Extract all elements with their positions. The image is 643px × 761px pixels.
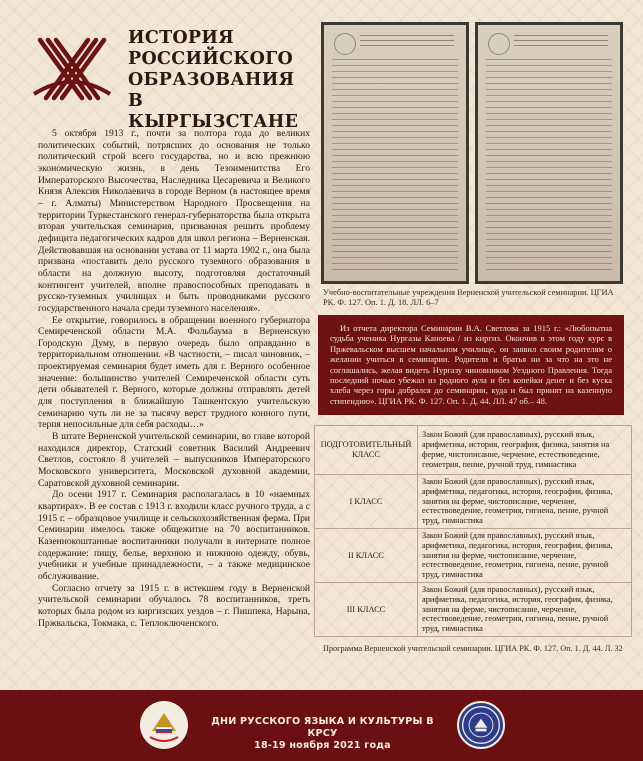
main-article: [38, 128, 310, 629]
archive-document-photos: [321, 22, 623, 284]
article-paragraph: Согласно отчету за 1915 г. в истекшем году в Верненской учительской семинарии обучалось 78 воспитанников, треть которых была родом из киргизских уездов – г. Пишпека, Нарына, Пржвальска, Токмака, с. Теплоключенского.: [38, 582, 310, 629]
article-paragraph: До осени 1917 г. Семинария располагалась в 10 «наемных квартирах». В ее состав с 1913 г. входили класс ручного труда, а с 1915 г. – образцовое училище и сельскохозяйственная ферма. При Семинарии имелось также общежитие на 70 воспитанников. Казеннокоштанные воспитанники получали в интернате полное содержание: пищу, белье, верхнюю и нижнюю одежду, обувь, учебники и учебные принадлежности, – а также медицинское обслуживание.: [38, 489, 310, 582]
table-row: [315, 475, 632, 529]
archive-stamp-icon: [488, 33, 510, 55]
table-row: [315, 426, 632, 475]
event-title: ДНИ РУССКОГО ЯЗЫКА И КУЛЬТУРЫ В КРСУ: [211, 716, 434, 739]
title-line: В КЫРГЫЗСТАНЕ: [128, 91, 299, 132]
title-line: ОБРАЗОВАНИЯ: [128, 70, 295, 90]
report-quote-text: Из отчета директора Семинарии В.А. Светлова за 1915 г.: «Любопытна судьба ученика Нургазы Каноева / из киргиз. Окончив в этом году курс в Пржевальском высшем начальном училище, он заявил своим родителям о желании учиться в семинарии. Родители и братья ни за что на это не соглашались, желая видеть Нургазу чиновником Уездного Правления. Тогда последний ночью убежал из родного аула и без копейки денег и без куска хлеба через горы добрался до семинарии, куда и был принят на казенную стипендию». ЦГИА РК. Ф. 127. Оп. 1. Д. 44. ЛЛ. 47 об.– 48.: [330, 323, 612, 406]
subjects-cell: Закон Божий (для православных), русский язык, арифметика, педагогика, история, география, физика, занятия на ферме, чистописание, черчение, естествоведение, геометрия, гигиена, пение, ручной труд, гимнастика: [418, 582, 632, 636]
curriculum-table: [314, 425, 632, 637]
article-paragraph: 5 октября 1913 г., почти за полтора года до великих политических событий, потрясших до основания не только политический строй всего государства, но и всю прежнюю экономическую жизнь, в день Тезоименитства Его Императорского Высочества, Наследника Цесаревича и Великого Князя Алексия Николаевича в городе Верном (в настоящее время – г. Алматы) Министерством Народного Просвещения на территории Туркестанского генерал-губернаторства была открыта вторая учительская семинария, призванная решить проблему дефицита педагогических кадров для школ региона – Верненская. Действовавшая на основании устава от 11 марта 1902 г., она была призвана «поставить дело русского туземного образования в области на должную высоту, подготовляя достаточный контингент учителей, вполне правоспособных преподавать в русско-туземных училищах и быть проводниками русского государственного начала среди туземного населения».: [38, 128, 310, 314]
subjects-cell: Закон Божий (для православных), русский язык, арифметика, история, география, физика, занятия на ферме, чистописание, черчение, естествоведение, геометрия, пение, ручной труд, гимнастика: [418, 426, 632, 475]
table-caption: Программа Верненской учительской семинарии. ЦГИА РК. Ф. 127. Оп. 1. Д. 44. Л. 32: [323, 644, 623, 653]
class-name-cell: ПОДГОТОВИТЕЛЬНЫЙ КЛАСС: [315, 426, 418, 475]
school-emblem-icon: [140, 701, 188, 749]
title-line: ИСТОРИЯ: [128, 28, 234, 48]
subjects-cell: Закон Божий (для православных), русский язык, арифметика, педагогика, история, география, физика, занятия на ферме, чистописание, черчение, естествоведение, геометрия, гигиена, пение, ручной труд, гимнастика: [418, 475, 632, 529]
class-name-cell: II КЛАСС: [315, 528, 418, 582]
footer-title: [195, 716, 450, 752]
report-quote-box: [318, 315, 624, 415]
table-row: [315, 528, 632, 582]
subjects-cell: Закон Божий (для православных), русский язык, арифметика, педагогика, история, география, физика, занятия на ферме, чистописание, черчение, естествоведение, геометрия, гигиена, пение, ручной труд, гимнастика: [418, 528, 632, 582]
photo-caption: Учебно-воспитательные учреждения Верненской учительской семинарии. ЦГИА РК. Ф. 127. Оп. 1. Д. 18. ЛЛ. 6–7: [323, 288, 614, 307]
archive-page-image: [475, 22, 623, 284]
table-row: [315, 582, 632, 636]
class-name-cell: I КЛАСС: [315, 475, 418, 529]
archive-stamp-icon: [334, 33, 356, 55]
crossed-poles-logo-icon: [30, 30, 114, 104]
university-seal-icon: [457, 701, 505, 749]
class-name-cell: III КЛАСС: [315, 582, 418, 636]
page-title: [128, 28, 308, 133]
article-paragraph: В штате Верненской учительской семинарии, во главе которой находился директор, Статский советник Василий Андреевич Светлов, состояло 8 учителей – выпускников Императорского Московского университета, Московской духовной академии, Саратовской духовной семинарии.: [38, 431, 310, 489]
article-paragraph: Ее открытие, говорилось в обращении военного губернатора Семиреченской области М.А. Фольбаума в Верненскую Городскую Думу, в первую очередь было оправданно в территориальном отношении. «В частности, – писал чиновник, – проектируемая семинария будет иметь для г. Верного особенное значение: большинство учителей Семиреченской области суть дети обывателей г. Верного, которые должны отправлять детей для поступления в ближайшую Ташкентскую учительскую семинарию чуть ли не за тысячу верст трудного конного пути, терпя непосильные для себя расходы…»: [38, 314, 310, 431]
archive-page-image: [321, 22, 469, 284]
title-line: РОССИЙСКОГО: [128, 49, 294, 69]
event-dates: 18-19 ноября 2021 года: [254, 740, 391, 751]
